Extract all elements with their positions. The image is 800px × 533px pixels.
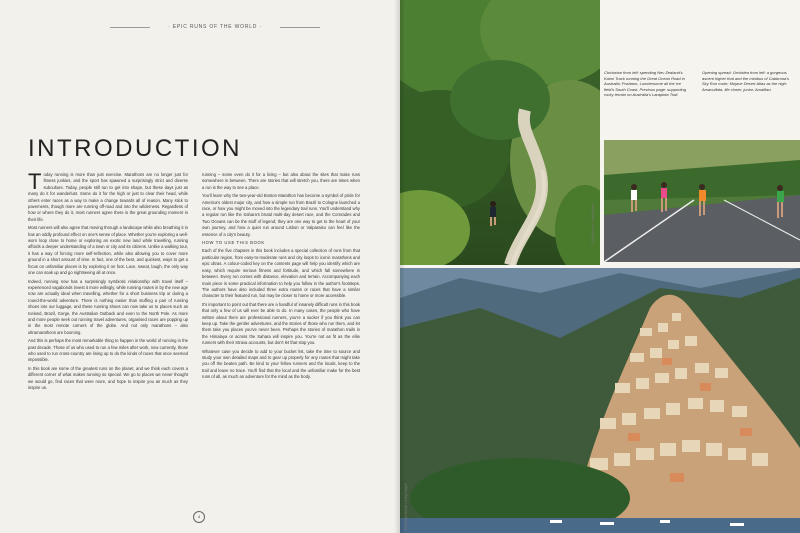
photo-credit: © Mariano Mantel / Getty Images: [404, 483, 408, 530]
body-paragraph: You'll learn why the two-year-old Boston Marathon has become a symbol of pride for America's oldest major city, and how a simple run from Brazil to Cologne launched a race, or how you might be moved into the legendary trail runs. You'll understand why a regular run like the Sahara's brutal multi-day desert race, and the Comrades and Two Oceans can be the stuff of legend; they are one way to get to the heart of your own journey, and how a quiet run around Lisbon or Valparaiso can feel like the essence of a city's beauty.: [202, 193, 360, 237]
road-race-photo: [604, 140, 800, 262]
body-paragraph: It's important to point out that there are a handful of insanely difficult runs in this book that only a few of us will ever be able to do. In many cases, the people who have written about them are professional runners, you're a sucker if you think you can keep up. Take the gentler adventures, and the stories of those who run them, and let them take you places you've never been. Perhaps the stories of marathon trails in the Himalaya or across the Sahara will inspire you. You're not as fit as the elite runners with their Strava accounts, but don't let that stop you.: [202, 301, 360, 346]
coastal-town-photo: [400, 268, 800, 533]
body-paragraph: Each of the five chapters in this book includes a special collection of runs from that particular region, from easy-to-moderate runs and city loops to iconic marathons and epic ultras. A colour-coded key on the contents page will help you identify which are easy, which require serious fitness and fortitude, and which fall somewhere in between. Every run comes with distance, elevation and terrain. Accompanying each main piece is some practical information to help you follow in the author's footsteps. The authors have also included three extra routes or races that have a similar character to their featured run, but may be closer to home or more accessible.: [202, 248, 360, 299]
running-head-text: · EPIC RUNS OF THE WORLD ·: [168, 24, 262, 30]
section-subhead: HOW TO USE THIS BOOK: [202, 240, 265, 246]
body-paragraph: And this is perhaps the most remarkable thing to happen in the world of running in the past decade. Those of us who used to run a few miles after work, now currently, those who used to run cross-country are lining up to do the kinds of races that once seemed impossible.: [28, 338, 188, 363]
body-paragraph: Whatever case you decide to add to your bucket list, take the time to source and study your own detailed maps and to gear up properly for any routes that might take you off the beaten path. Be kind to your fellow runners and the locals, keep to the trail and leave no trace. You'll find that the local and the unfamiliar make for the best runs of all, as much an adventure for the mind as the body.: [202, 348, 360, 380]
road-race-illustration: [604, 140, 800, 262]
caption-right: Opening spread: Orchidea from left: a gorgeous ascent higher that and the minibus of Cabbrona's Sky Run route; Mojave Desert Atlas as the high: Amanulfata, life closer, junior, Amalfian.: [702, 70, 790, 92]
coastal-town-illustration: [400, 268, 800, 533]
book-gutter: [394, 0, 404, 533]
page-number: 4: [193, 511, 205, 523]
body-paragraph: running – some even do it for a living – but also about the sites that make runs somewhere in between. There are stories that will stretch you, there are times when a run is the way to see a place.: [202, 172, 360, 190]
trail-photo-illustration: [400, 0, 600, 265]
running-head: [110, 24, 320, 30]
photo-credit: © Matt Munro / Lonely Planet: [591, 203, 595, 245]
body-column-2: [202, 172, 360, 512]
body-paragraph: oday running is more than just exercise. Marathons are no longer just for fitness junkies, and the sport has spawned a surprisingly strict and diverse subculture. Today, people still run to get into shape, but these days just as many do it for wanderlust. Some do it for the high or just to clear their head, while others enter races as a way to make a change towards all of reason. Many stick to pavements, though more are running off-road and into the wilderness. Regardless of how or where they do it, most runners agree there is the great grounding moment in their life.: [28, 172, 188, 222]
trail-runner-photo: [400, 0, 600, 265]
body-paragraph: In this book are some of the greatest runs on the planet, and we think each covers a different corner of what makes running so special. We go to places we never thought we would go, find races that were more, and hope to inspire you as much as they inspire us.: [28, 365, 188, 390]
body-paragraph: Indeed, running now has a surprisingly symbiotic relationship with travel itself – experienced vagabonds invest it more willingly, while running routes in by the new age now are actually ideal when travelling, whether for a short business trip or during a round-the-world adventure. There is nothing easier than stuffing a pair of running shoes into our luggage, and these running shoes can now take us to places such as Iceland, Brazil, Gorge, the Australian Outback and even to the North Pole. As more and more people seek out running travel adventures, organised races are popping up in the most remote corners of the globe. And not only marathons – also ultramarathons are booming.: [28, 278, 188, 335]
body-paragraph: Most runners will also agree that moving through a landscape while also breathing it in has an oddly profound effect on one's sense of place. Whether you're exploring a well-worn loop close to home or exploring an exotic new land while travelling, running affords a deeper understanding of a town or city and its citizens. Unlike a walking tour, it has a way of forcing more self-reflection, while also allowing you to cover more ground in a short amount of time. In fact, one of the best, and quickest, ways to get a focus on unfamiliar places is by exploring it on foot. Lace, sweat, laugh, the only way one can soak up and go sightseeing all at once.: [28, 225, 188, 276]
page-title: INTRODUCTION: [28, 135, 242, 162]
body-column-1: [28, 172, 188, 512]
drop-cap: T: [28, 172, 42, 194]
caption-left: Clockwise from left: spending Nev Zealand's Kaimi Track running the Great Ocean Road in Australia; Positano, Lumbersome all the ice field's South Coast. Previous page: supporting rocky terrain on Australia's Larapinta Trail.: [604, 70, 686, 98]
